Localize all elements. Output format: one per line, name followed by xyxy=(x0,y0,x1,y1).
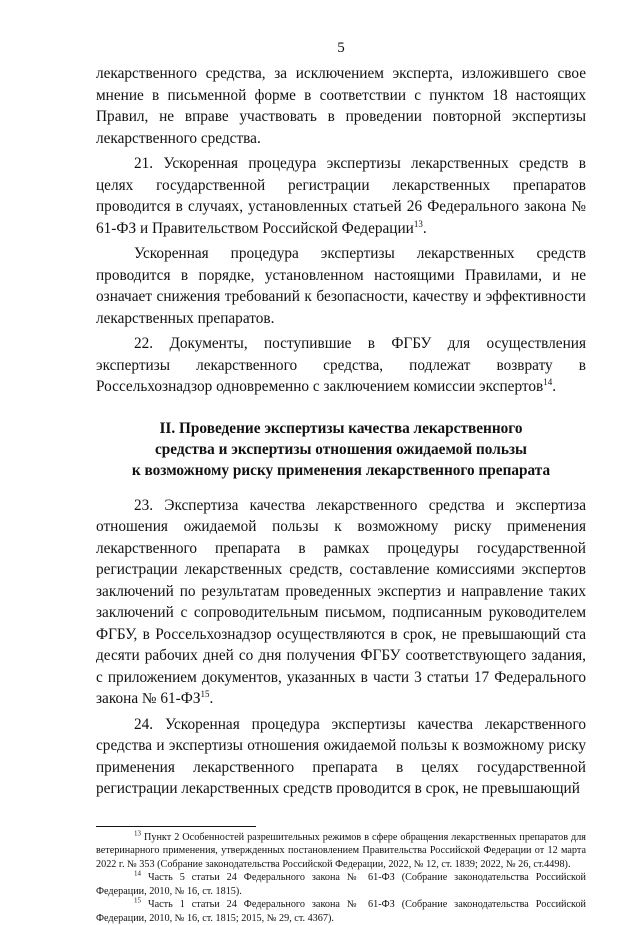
body-text-bottom xyxy=(96,495,586,800)
paragraph-end: . xyxy=(210,690,214,707)
paragraph-continuation xyxy=(96,63,586,149)
page-number: 5 xyxy=(96,40,586,57)
footnote-ref-13[interactable]: 13 xyxy=(414,218,423,228)
paragraph-end: . xyxy=(552,378,556,395)
footnote-ref-14[interactable]: 14 xyxy=(543,377,552,387)
paragraph-end: . xyxy=(423,220,427,237)
body-text-top xyxy=(96,63,586,398)
paragraph-22 xyxy=(96,333,586,398)
footnote-text: Часть 5 статьи 24 Федерального закона № 61-ФЗ (Собрание законодательства Российской Федерации, 2010, № 16, ст. 1815). xyxy=(96,872,586,897)
paragraph-21 xyxy=(96,153,586,239)
paragraph-text: 23. Экспертиза качества лекарственного средства и экспертиза отношения ожидаемой пользы к возможному риску применения лекарственного препарата в рамках процедуры государственной регистрации лекарственных средств, составление комиссиями экспертов заключений по результатам проведенных экспертиз и направление таких заключений с сопроводительным письмом, подписанным руководителем ФГБУ, в Россельхознадзор осуществляются в срок, не превышающий ста десяти рабочих дней со дня получения ФГБУ соответствующего задания, с приложением документов, указанных в части 3 статьи 17 Федерального закона № 61-ФЗ xyxy=(96,497,586,708)
footnote-14 xyxy=(96,871,586,898)
paragraph-text: Ускоренная процедура экспертизы лекарственных средств проводится в порядке, установленном настоящими Правилами, и не означает снижения требований к безопасности, качеству и эффективности лекарственных препаратов. xyxy=(96,245,586,327)
footnote-text: Пункт 2 Особенностей разрешительных режимов в сфере обращения лекарственных препаратов для ветеринарного применения, утвержденных постановлением Правительства Российской Федерации от 12 марта 2022 г. № 353 (Собрание законодательства Российской Федерации, 2022, № 12, ст. 1839; 2022, № 26, ст.4498). xyxy=(96,832,586,870)
section-heading xyxy=(96,418,586,481)
paragraph-21-cont xyxy=(96,243,586,329)
footnote-number: 14 xyxy=(134,870,141,878)
section-heading-line: средства и экспертизы отношения ожидаемой пользы xyxy=(96,439,586,460)
footnote-number: 15 xyxy=(134,897,141,905)
paragraph-24 xyxy=(96,714,586,800)
section-heading-line: к возможному риску применения лекарственного препарата xyxy=(96,460,586,481)
paragraph-text: лекарственного средства, за исключением эксперта, изложившего свое мнение в письменной форме в соответствии с пунктом 18 настоящих Правил, не вправе участвовать в проведении повторной экспертизы лекарственного средства. xyxy=(96,65,586,147)
section-heading-line: II. Проведение экспертизы качества лекарственного xyxy=(96,418,586,439)
footnotes xyxy=(96,831,586,925)
footnote-15 xyxy=(96,898,586,925)
footnote-divider xyxy=(96,826,256,827)
footnote-ref-15[interactable]: 15 xyxy=(201,689,210,699)
paragraph-text: 22. Документы, поступившие в ФГБУ для осуществления экспертизы лекарственного средства, подлежат возврату в Россельхознадзор одновременно с заключением комиссии экспертов xyxy=(96,335,586,395)
footnote-text: Часть 1 статьи 24 Федерального закона № 61-ФЗ (Собрание законодательства Российской Федерации, 2010, № 16, ст. 1815; 2015, № 29, ст. 4367). xyxy=(96,899,586,924)
paragraph-23 xyxy=(96,495,586,710)
paragraph-text: 24. Ускоренная процедура экспертизы качества лекарственного средства и экспертизы отношения ожидаемой пользы к возможному риску применения лекарственного препарата в целях государственной регистрации лекарственных средств проводится в срок, не превышающий xyxy=(96,716,586,798)
paragraph-text: 21. Ускоренная процедура экспертизы лекарственных средств в целях государственной регистрации лекарственных препаратов проводится в случаях, установленных статьей 26 Федерального закона № 61-ФЗ и Правительством Российской Федерации xyxy=(96,155,586,237)
footnote-number: 13 xyxy=(134,829,141,837)
footnote-13 xyxy=(96,831,586,872)
